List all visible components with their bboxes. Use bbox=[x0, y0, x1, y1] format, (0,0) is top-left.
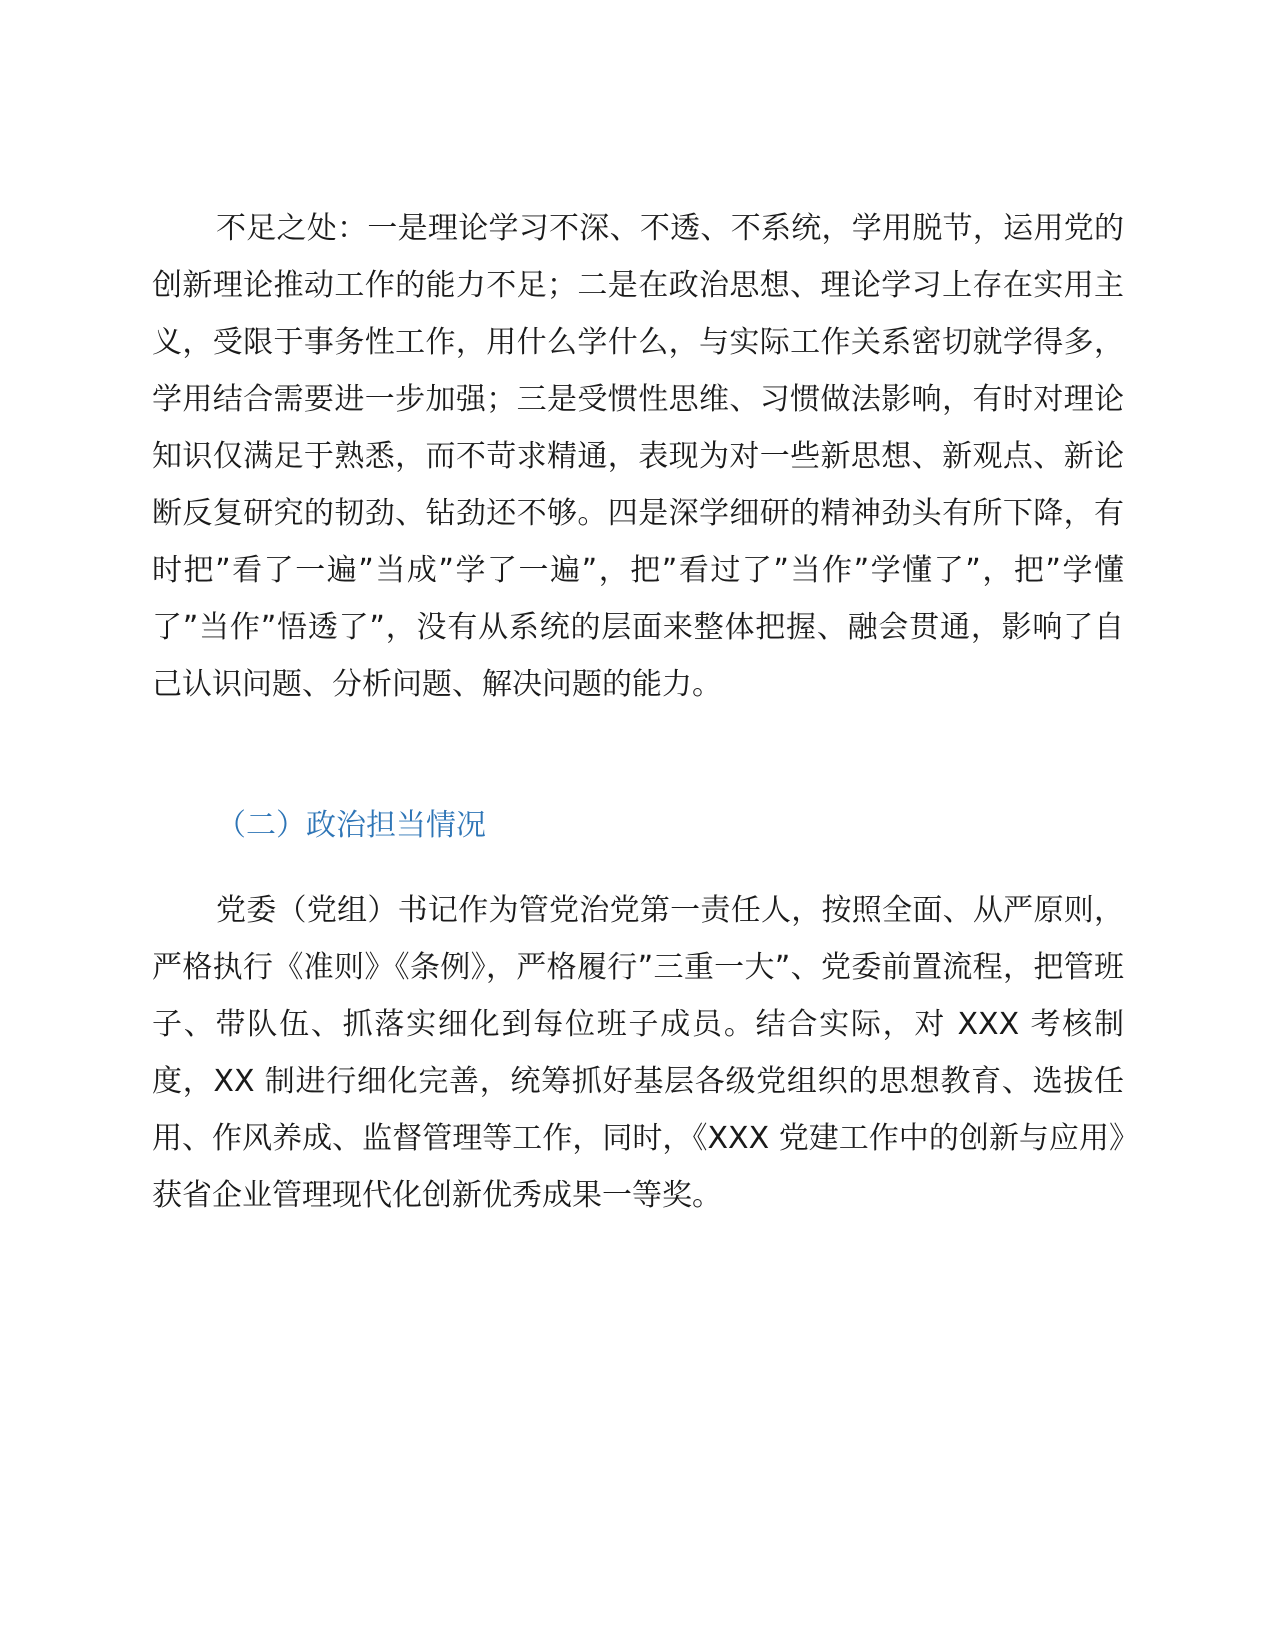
paragraph-shortcomings: 不足之处：一是理论学习不深、不透、不系统，学用脱节，运用党的创新理论推动工作的能力不足；二是在政治思想、理论学习上存在实用主义，受限于事务性工作，用什么学什么，与实际工作关系密切就学得多，学用结合需要进一步加强；三是受惯性思维、习惯做法影响，有时对理论知识仅满足于熟悉，而不苛求精通，表现为对一些新思想、新观点、新论断反复研究的韧劲、钻劲还不够。四是深学细研的精神劲头有所下降，有时把”看了一遍”当成”学了一遍”，把”看过了”当作”学懂了”，把”学懂了”当作”悟透了”，没有从系统的层面来整体把握、融会贯通，影响了自己认识问题、分析问题、解决问题的能力。 bbox=[152, 211, 1124, 702]
paragraph-political-responsibility: 党委（党组）书记作为管党治党第一责任人，按照全面、从严原则，严格执行《准则》《条例》，严格履行”三重一大”、党委前置流程，把管班子、带队伍、抓落实细化到每位班子成员。结合实际，对 XXX 考核制度，XX 制进行细化完善，统筹抓好基层各级党组织的思想教育、选拔任用、作风养成、监督管理等工作，同时，《XXX 党建工作中的创新与应用》获省企业管理现代化创新优秀成果一等奖。 bbox=[152, 893, 1124, 1213]
section-heading-political-responsibility: （二）政治担当情况 bbox=[216, 808, 486, 843]
